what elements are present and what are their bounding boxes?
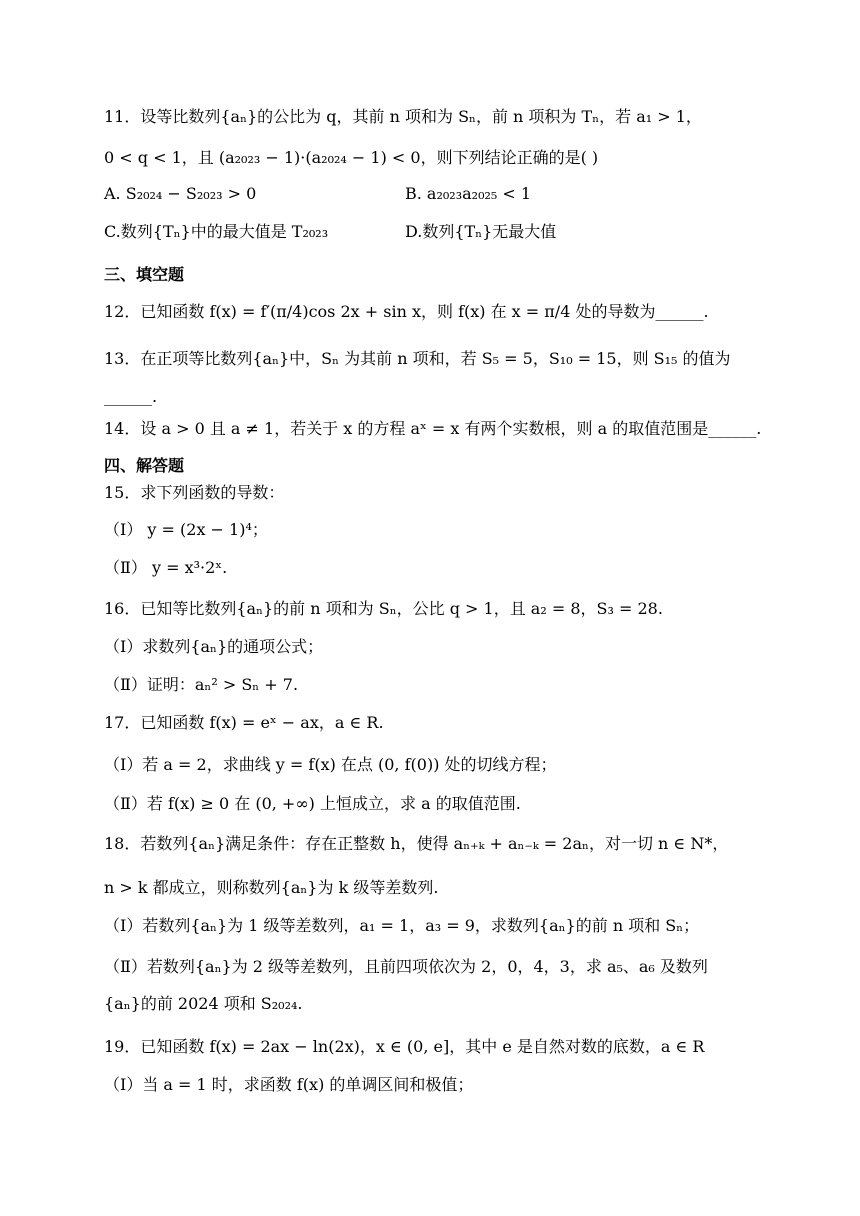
q15-line1: 15．求下列函数的导数： [104, 483, 285, 502]
q11-line2: 0 < q < 1，且 (a₂₀₂₃ − 1)·(a₂₀₂₄ − 1) < 0，则下列结论正确的是( ) [104, 148, 599, 167]
q14-line1: 14．设 a > 0 且 a ≠ 1，若关于 x 的方程 aˣ = x 有两个实数根，则 a 的取值范围是______. [104, 419, 762, 438]
q13-line1: 13．在正项等比数列{aₙ}中，Sₙ 为其前 n 项和，若 S₅ = 5，S₁₀ = 15，则 S₁₅ 的值为 [104, 349, 731, 368]
q11-option-c: C.数列{Tₙ}中的最大值是 T₂₀₂₃ [104, 222, 329, 241]
q11-line1: 11．设等比数列{aₙ}的公比为 q，其前 n 项和为 Sₙ，前 n 项积为 Tₙ，若 a₁ > 1， [104, 107, 702, 126]
q18-part2-continued: {aₙ}的前 2024 项和 S₂₀₂₄. [104, 994, 303, 1013]
section-heading-solve: 四、解答题 [104, 456, 185, 475]
q18-line1: 18．若数列{aₙ}满足条件：存在正整数 h，使得 aₙ₊ₖ + aₙ₋ₖ = 2aₙ，对一切 n ∈ N*， [104, 834, 729, 853]
q16-part1: （Ⅰ）求数列{aₙ}的通项公式； [104, 637, 324, 656]
q13-line2: ______. [104, 387, 158, 406]
q12-line1: 12．已知函数 f(x) = f′(π/4)cos 2x + sin x，则 f(x) 在 x = π/4 处的导数为______. [104, 302, 709, 321]
q11-option-d: D.数列{Tₙ}无最大值 [405, 222, 557, 241]
q16-part2: （Ⅱ）证明：aₙ² > Sₙ + 7. [104, 675, 299, 694]
q18-part1: （Ⅰ）若数列{aₙ}为 1 级等差数列，a₁ = 1，a₃ = 9，求数列{aₙ}的前 n 项和 Sₙ； [104, 916, 700, 935]
q17-line1: 17．已知函数 f(x) = eˣ − ax，a ∈ R. [104, 713, 384, 732]
q17-part2: （Ⅱ）若 f(x) ≥ 0 在 (0, +∞) 上恒成立，求 a 的取值范围. [104, 794, 521, 813]
q17-part1: （Ⅰ）若 a = 2，求曲线 y = f(x) 在点 (0, f(0)) 处的切线方程； [104, 755, 557, 774]
section-heading-fill-in: 三、填空题 [104, 265, 185, 284]
q18-part2: （Ⅱ）若数列{aₙ}为 2 级等差数列，且前四项依次为 2，0，4，3，求 a₅、a₆ 及数列 [104, 957, 708, 976]
q18-line2: n > k 都成立，则称数列{aₙ}为 k 级等差数列. [104, 878, 439, 897]
q19-line1: 19．已知函数 f(x) = 2ax − ln(2x)，x ∈ (0, e]，其中 e 是自然对数的底数，a ∈ R [104, 1037, 705, 1056]
q11-option-a: A. S₂₀₂₄ − S₂₀₂₃ > 0 [104, 184, 257, 203]
q16-line1: 16．已知等比数列{aₙ}的前 n 项和为 Sₙ，公比 q > 1，且 a₂ = 8，S₃ = 28. [104, 599, 663, 618]
q19-part1: （Ⅰ）当 a = 1 时，求函数 f(x) 的单调区间和极值； [104, 1075, 474, 1094]
q15-part1: （Ⅰ） y = (2x − 1)⁴； [104, 520, 268, 539]
q11-option-b: B. a₂₀₂₃a₂₀₂₅ < 1 [405, 184, 532, 203]
q15-part2: （Ⅱ） y = x³·2ˣ. [104, 558, 228, 577]
